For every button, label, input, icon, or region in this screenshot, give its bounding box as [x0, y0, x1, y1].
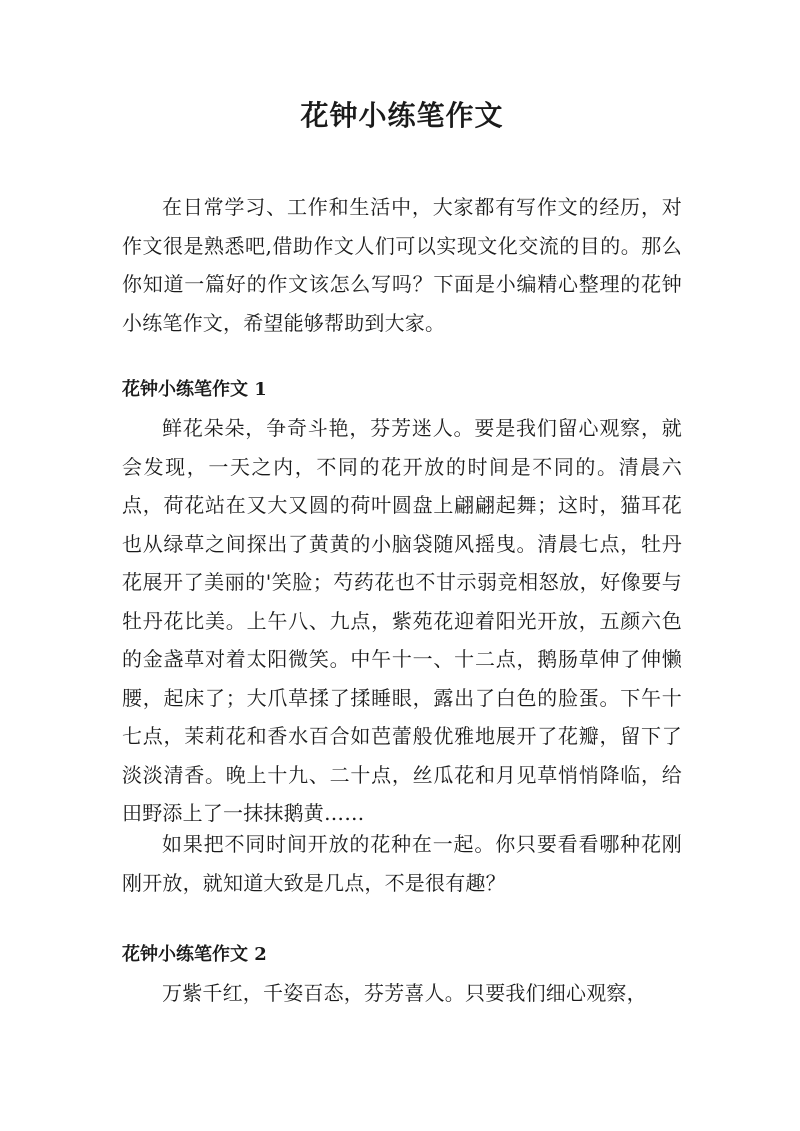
section-1-paragraph-1: 鲜花朵朵，争奇斗艳，芬芳迷人。要是我们留心观察，就会发现，一天之内，不同的花开放的时间是不同的。清晨六点，荷花站在又大又圆的荷叶圆盘上翩翩起舞；这时，猫耳花也从绿草之间探出了黄黄的小脑袋随风摇曳。清晨七点，牡丹花展开了美丽的'笑脸；芍药花也不甘示弱竞相怒放，好像要与牡丹花比美。上午八、九点，紫苑花迎着阳光开放，五颜六色的金盏草对着太阳微笑。中午十一、十二点，鹅肠草伸了伸懒腰，起床了；大爪草揉了揉睡眼，露出了白色的脸蛋。下午十七点，茉莉花和香水百合如芭蕾般优雅地展开了花瓣，留下了淡淡清香。晚上十九、二十点，丝瓜花和月见草悄悄降临，给田野添上了一抹抹鹅黄…… — [122, 416, 682, 825]
intro-paragraph: 在日常学习、工作和生活中，大家都有写作文的经历，对作文很是熟悉吧,借助作文人们可以实现文化交流的目的。那么你知道一篇好的作文该怎么写吗？下面是小编精心整理的花钟小练笔作文，希望能够帮助到大家。 — [122, 195, 682, 335]
section-heading-2: 花钟小练笔作文 2 — [122, 944, 267, 965]
section-1-paragraph-2: 如果把不同时间开放的花种在一起。你只要看看哪种花刚刚开放，就知道大致是几点，不是很有趣？ — [122, 832, 682, 895]
section-heading-1: 花钟小练笔作文 1 — [122, 379, 267, 400]
section-2-paragraph-1: 万紫千红，千姿百态，芬芳喜人。只要我们细心观察， — [162, 981, 647, 1005]
page-title: 花钟小练笔作文 — [300, 99, 504, 132]
